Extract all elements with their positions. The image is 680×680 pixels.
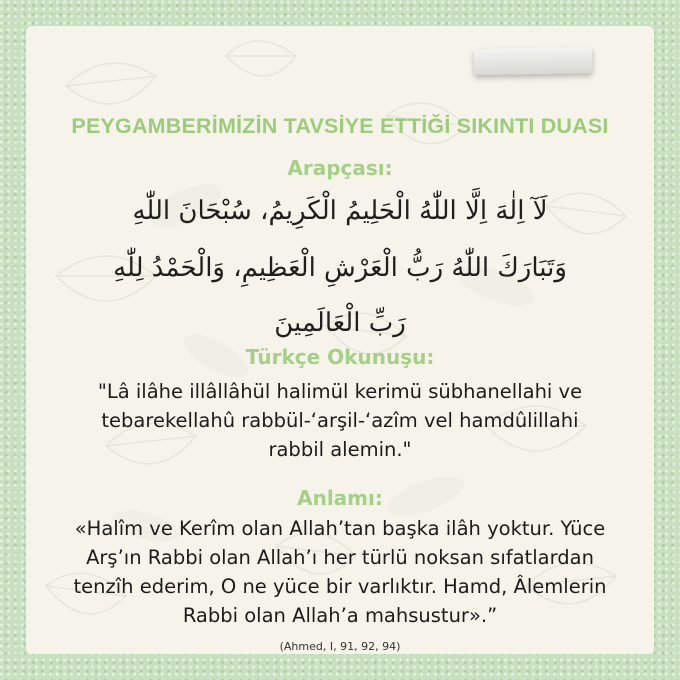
transliteration-line-1: "Lâ ilâhe illâllâhül halimül kerimü sübhanellahi ve (97, 380, 583, 403)
arabic-line-3: رَبِّ الْعَالَمِينَ (274, 308, 406, 338)
meaning-line-4: Rabbi olan Allah’a mahsustur».” (182, 604, 498, 627)
meaning-line-2: Arş’ın Rabbi olan Allah’ı her türlü noksan sıfatlardan (86, 546, 594, 569)
transliteration-text (30, 377, 650, 464)
meaning-text (30, 514, 650, 630)
meaning-line-1: «Halîm ve Kerîm olan Allah’tan başka ilâh yoktur. Yüce (74, 517, 606, 540)
meaning-heading: Anlamı: (297, 486, 383, 510)
transliteration-heading: Türkçe Okunuşu: (245, 345, 435, 369)
transliteration-line-3: rabbil alemin." (268, 438, 412, 461)
meaning-line-3: tenzîh ederim, O ne yüce bir varlıktır. Hamd, Âlemlerin (73, 575, 607, 598)
transliteration-line-2: tebarekellahû rabbül-‘arşil-‘azîm vel hamdûlillahi (101, 409, 579, 432)
source-citation: (Ahmed, I, 91, 92, 94) (279, 640, 401, 653)
arabic-heading: Arapçası: (287, 156, 393, 180)
arabic-line-1: لَآ اِلٰهَ اِلَّا اللّٰهُ الْحَلِيمُ الْكَرِيمُ، سُبْحَانَ اللّٰهِ (132, 196, 548, 226)
page-title: PEYGAMBERİMİZİN TAVSİYE ETTİĞİ SIKINTI DUASI (71, 114, 609, 138)
arabic-line-2: وَتَبَارَكَ اللّٰهُ رَبُّ الْعَرْشِ الْعَظِيمِ، وَالْحَمْدُ لِلّٰهِ (113, 253, 567, 283)
